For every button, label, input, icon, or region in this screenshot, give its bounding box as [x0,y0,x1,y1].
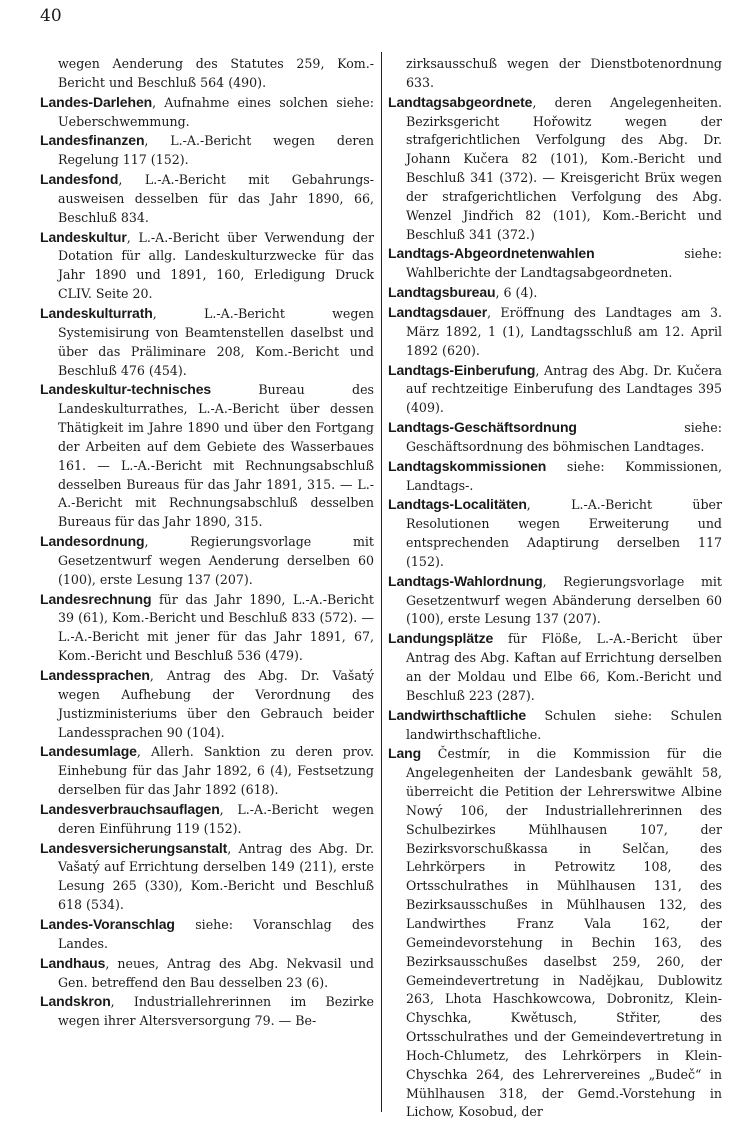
index-entry [388,283,722,303]
column-divider [381,52,382,1112]
entry-headword: Landessprachen [40,667,150,683]
entry-text: , L.-A.-Bericht über Resolutionen wegen Erweiterung und entsprechenden Adaptirung derselben 117 (152). [406,497,722,569]
entry-headword: Landeskultur-technisches [40,381,212,398]
index-entry [388,572,722,630]
entry-text: , L.-A.-Bericht wegen deren Regelung 117 (152). [58,133,374,168]
entry-text: , L.-A.-Bericht mit Gebahrungs-ausweisen desselben für das Jahr 1890, 66, Beschluß 834. [58,172,374,225]
entry-text: , deren Angelegenheiten. Bezirksgericht Hořowitz wegen der strafgerichtlichen Verfolgung des Abg. Dr. Johann Kučera 82 (101), Kom.-Bericht und Beschluß 341 (372). — Kreisgericht Brüx wegen der strafgerichtlichen Verfolgung des Abg. Wenzel Jindřich 82 (101), Kom.-Bericht und Beschluß 341 (372.) [406,94,722,242]
index-entry [40,228,374,304]
index-entry [40,839,374,915]
index-entry [40,954,374,993]
index-entry [40,742,374,800]
entry-headword: Landesumlage [40,743,137,760]
index-entry [388,495,722,571]
entry-headword: Landtags-Geschäftsordnung [388,419,577,436]
entry-headword: Lang [388,745,422,762]
entry-text: , Allerh. Sanktion zu deren prov. Einhebung für das Jahr 1892, 6 (4), Festsetzung derselben für das Jahr 1892 (618). [58,744,374,798]
entry-headword: Landtags-Einberufung [388,361,536,378]
right-column [388,55,722,1122]
index-entry [40,304,374,380]
index-entry [40,590,374,666]
entry-text: , Industriallehrerinnen im Bezirke wegen ihrer Altersversorgung 79. — Be- [58,994,374,1029]
entry-text: siehe: Voranschlag des Landes. [58,916,374,951]
entry-headword: Landesfond [40,171,119,188]
index-entry [388,93,722,245]
entry-headword: Landeskultur [40,228,127,245]
index-entry [40,915,374,954]
entry-text: , neues, Antrag des Abg. Nekvasil und Gen. betreffend den Bau desselben 23 (6). [58,955,374,990]
entry-headword: Landesrechnung [40,590,152,607]
left-column [40,55,374,1031]
entry-text: , Regierungsvorlage mit Gesetzentwurf wegen Abänderung derselben 60 (100), erste Lesung 137 (207). [406,573,722,627]
entry-text: Schulen siehe: Schulen landwirthschaftliche. [406,707,722,742]
entry-text: , L.-A.-Bericht über Verwendung der Dotation für allg. Landeskulturzwecke für das Jahr 1890 und 1891, 160, Erledigung Druck CLIV. Seite 20. [58,229,374,302]
index-entry [40,532,374,590]
entry-headword: Landes-Voranschlag [40,915,175,932]
index-entry [40,93,374,132]
entry-headword: Landtagsabgeordnete [388,93,533,110]
entry-headword: Landhaus [40,954,106,971]
entry-text: , 6 (4). [495,285,538,301]
entry-text: Bureau des Landeskulturrathes, L.-A.-Bericht über dessen Thätigkeit im Jahre 1890 und über den Fortgang der Arbeiten auf dem Gebiete des Wasserbaues 161. — L.-A.-Bericht mit Rechnungsabschluß desselben Bureaus für das Jahr 1891, 315. — L.-A.-Bericht mit Rechnungsabschluß desselben Bureaus für das Jahr 1890, 315. [58,382,374,530]
entry-text: , Aufnahme eines solchen siehe: Ueberschwemmung. [58,94,374,129]
entry-headword: Landesfinanzen [40,132,145,149]
index-entry [40,55,374,93]
entry-headword: Landtagskommissionen [388,457,547,474]
entry-text: zirksausschuß wegen der Dienstbotenordnung 633. [406,56,722,90]
entry-text: , L.-A.-Bericht wegen deren Einführung 119 (152). [58,801,374,836]
index-entry [388,629,722,705]
entry-text: , L.-A.-Bericht wegen Systemisirung von Beamtenstellen daselbst und über das Präliminare 208, Kom.-Bericht und Beschluß 476 (454). [58,305,374,378]
index-entry [40,131,374,170]
entry-headword: Landwirthschaftliche [388,706,527,723]
entry-text: siehe: Wahlberichte der Landtagsabgeordneten. [406,246,722,281]
entry-headword: Landtags-Localitäten [388,496,527,513]
entry-text: , Eröffnung des Landtages am 3. März 1892, 1 (1), Landtagsschluß am 12. April 1892 (620). [406,304,722,358]
entry-text: , Antrag des Abg. Dr. Vašatý wegen Aufhebung der Verordnung des Justizministeriums über den Gebrauch beider Landessprachen 90 (104). [58,668,374,740]
entry-text: , Antrag des Abg. Dr. Kučera auf rechtzeitige Einberufung des Landtages 395 (409). [406,362,722,416]
entry-headword: Landskron [40,993,111,1010]
page-number: 40 [40,6,62,26]
entry-headword: Landtags-Abgeordnetenwahlen [388,245,595,262]
index-entry [40,800,374,839]
entry-text: siehe: Geschäftsordnung des böhmischen Landtages. [406,420,722,454]
entry-text: für das Jahr 1890, L.-A.-Bericht 39 (61), Kom.-Bericht und Beschluß 833 (572). — L.-A.-Bericht mit jener für das Jahr 1891, 67, Kom.-Bericht und Beschluß 536 (479). [58,591,374,664]
entry-headword: Landesversicherungsanstalt [40,839,228,856]
entry-headword: Landtagsbureau [388,284,496,301]
entry-text: , Regierungsvorlage mit Gesetzentwurf wegen Aenderung derselben 60 (100), erste Lesung 137 (207). [58,534,374,587]
index-entry [388,744,722,1122]
entry-headword: Landesverbrauchsauflagen [40,800,220,817]
entry-headword: Landesordnung [40,533,145,550]
entry-headword: Landeskulturrath [40,304,153,321]
entry-headword: Landungsplätze [388,630,494,647]
index-entry [40,992,374,1031]
entry-text: wegen Aenderung des Statutes 259, Kom.-Bericht und Beschluß 564 (490). [58,56,374,90]
entry-headword: Landtagsdauer [388,303,488,320]
index-entry [40,666,374,742]
entry-text: , Antrag des Abg. Dr. Vašatý auf Errichtung derselben 149 (211), erste Lesung 265 (330), Kom.-Bericht und Beschluß 618 (534). [58,840,374,913]
index-entry [388,418,722,457]
index-entry [388,706,722,745]
index-entry [388,303,722,361]
entry-headword: Landes-Darlehen [40,93,153,110]
entry-text: Čestmír, in die Kommission für die Angelegenheiten der Landesbank gewählt 58, überreicht die Petition der Lehrerswitwe Albine Nowý 106, der Industriallehrerinnen des Schulbezirkes Mühlhausen 107, der Bezirksvorschußkassa in Selčan, des Lehrkörpers in Petrowitz 108, des Ortsschulrathes in Mühlhausen 131, des Bezirksausschußes in Mühlhausen 132, des Landwirthes Franz Vala 162, der Gemeindevorstehung in Bechin 163, des Bezirksausschußes daselbst 259, 260, der Gemeindevertretung in Nadějkau, Dublowitz 263, Lhota Haschkowcowa, Dobronitz, Klein-Chyschka, Kwětusch, Střiter, des Ortsschulrathes und der Gemeindevertretung in Hoch-Chlumetz, des Lehrkörpers in Klein-Chyschka 264, des Lehrervereines „Budeč“ in Mühlhausen 318, der Gemd.-Vorstehung in Lichow, Kosobud, der [406,746,722,1120]
index-entry [40,380,374,532]
entry-text: für Flöße, L.-A.-Bericht über Antrag des Abg. Kaftan auf Errichtung derselben an der Moldau und Elbe 66, Kom.-Bericht und Beschluß 223 (287). [406,631,722,703]
entry-text: siehe: Kommissionen, Landtags-. [406,458,722,493]
index-entry [388,55,722,93]
index-entry [388,244,722,283]
index-entry [388,457,722,496]
entry-headword: Landtags-Wahlordnung [388,572,543,589]
index-entry [388,361,722,419]
index-entry [40,170,374,228]
